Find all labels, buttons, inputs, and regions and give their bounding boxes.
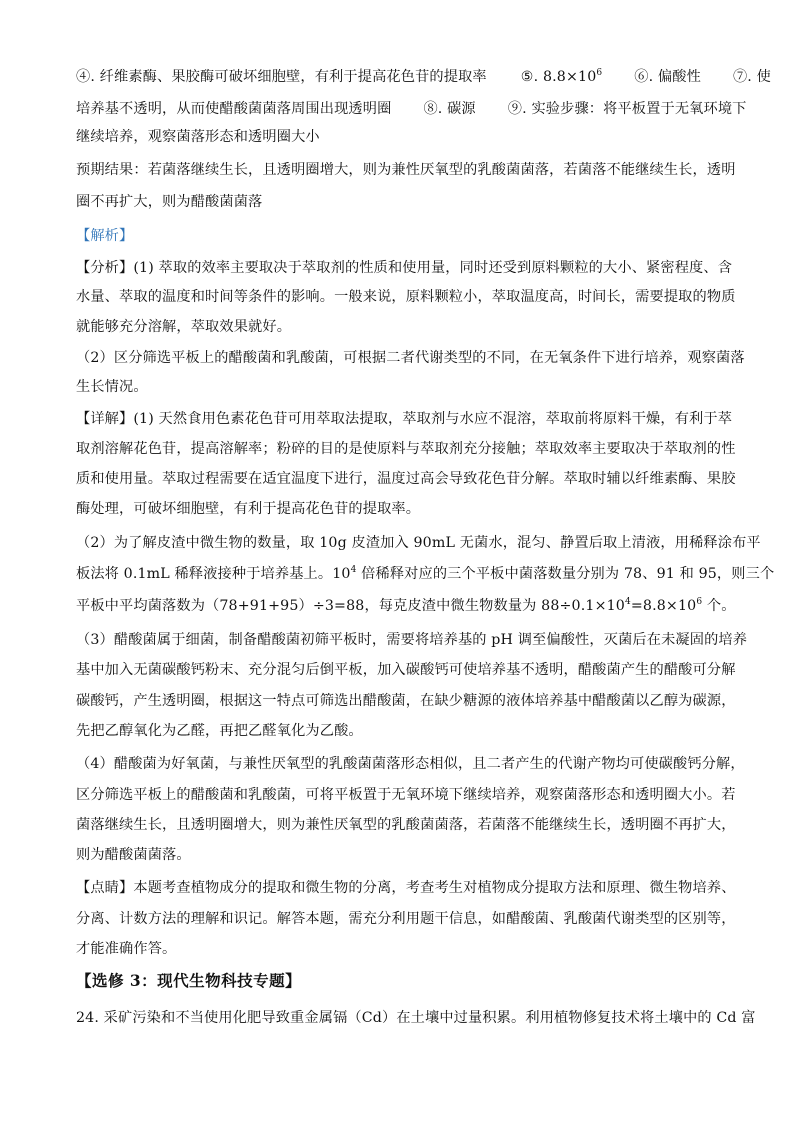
analysis-line-5: 生长情况。 xyxy=(76,379,148,395)
detail-p2-line-2: 板法将 0.1mL 稀释液接种于培养基上。$10^4$ 倍稀释对应的三个平板中菌落数量分别为 78、91 和 95，则三个 xyxy=(76,565,775,582)
answer-item-7-start: ⑦. 使 xyxy=(732,69,771,85)
analysis-line-3: 就能够充分溶解，萃取效果就好。 xyxy=(76,319,292,335)
answer-line-2 xyxy=(76,99,747,119)
answer-line-3: 继续培养，观察菌落形态和透明圈大小 xyxy=(76,129,320,145)
expected-result-line-1: 预期结果：若菌落继续生长，且透明圈增大，则为兼性厌氧型的乳酸菌菌落，若菌落不能继续生长，透明 xyxy=(76,162,736,178)
expected-result-line-2: 圈不再扩大，则为醋酸菌菌落 xyxy=(76,194,263,210)
analysis-line-4: （2）区分筛选平板上的醋酸菌和乳酸菌，可根据二者代谢类型的不同，在无氧条件下进行培养，观察菌落 xyxy=(76,350,745,366)
detail-p3-line-4: 先把乙醇氧化为乙醛，再把乙醛氧化为乙酸。 xyxy=(76,723,363,739)
answer-line-1 xyxy=(76,67,771,87)
detail-p4-line-3: 菌落继续生长，且透明圈增大，则为兼性厌氧型的乳酸菌菌落，若菌落不能继续生长，透明圈不再扩大， xyxy=(76,817,736,833)
answer-item-5: ⑤. $8.8\times 10^6$ xyxy=(520,68,603,85)
question-24-line-1: 24. 采矿污染和不当使用化肥导致重金属镉（Cd）在土壤中过量积累。利用植物修复技术将土壤中的 Cd 富 xyxy=(76,1010,756,1026)
analysis-line-2: 水量、萃取的温度和时间等条件的影响。一般来说，原料颗粒小，萃取温度高，时间长，需要提取的物质 xyxy=(76,289,736,305)
detail-p4-line-2: 区分筛选平板上的醋酸菌和乳酸菌，可将平板置于无氧环境下继续培养，观察菌落形态和透明圈大小。若 xyxy=(76,787,736,803)
answer-item-9-start: ⑨. 实验步骤：将平板置于无氧环境下 xyxy=(507,101,747,117)
analysis-line-1: 【分析】(1) 萃取的效率主要取决于萃取剂的性质和使用量，同时还受到原料颗粒的大小、紧密程度、含 xyxy=(76,260,733,276)
detail-line-3: 质和使用量。萃取过程需要在适宜温度下进行，温度过高会导致花色苷分解。萃取时辅以纤维素酶、果胶 xyxy=(76,471,736,487)
comment-line-2: 分离、计数方法的理解和识记。解答本题，需充分利用题干信息，如醋酸菌、乳酸菌代谢类型的区别等， xyxy=(76,911,736,927)
answer-item-7-end: 培养基不透明，从而使醋酸菌菌落周围出现透明圈 xyxy=(76,101,392,117)
detail-line-1: 【详解】(1) 天然食用色素花色苷可用萃取法提取，萃取剂与水应不混溶，萃取前将原料干燥，有利于萃 xyxy=(76,411,733,427)
section-title: 【选修 3：现代生物科技专题】 xyxy=(76,971,302,990)
detail-line-4: 酶处理，可破坏细胞壁，有利于提高花色苷的提取率。 xyxy=(76,501,421,517)
comment-line-3: 才能准确作答。 xyxy=(76,941,177,957)
detail-p4-line-1: （4）醋酸菌为好氧菌，与兼性厌氧型的乳酸菌菌落形态相似，且二者产生的代谢产物均可使碳酸钙分解， xyxy=(76,756,745,772)
answer-item-4: ④. 纤维素酶、果胶酶可破坏细胞壁，有利于提高花色苷的提取率 xyxy=(76,69,487,85)
comment-line-1: 【点睛】本题考查植物成分的提取和微生物的分离，考查考生对植物成分提取方法和原理、微生物培养、 xyxy=(76,880,736,896)
answer-item-6: ⑥. 偏酸性 xyxy=(634,69,701,85)
detail-p3-line-1: （3）醋酸菌属于细菌，制备醋酸菌初筛平板时，需要将培养基的 pH 调至偏酸性，灭菌后在未凝固的培养 xyxy=(76,632,748,648)
detail-p3-line-3: 碳酸钙，产生透明圈，根据这一特点可筛选出醋酸菌，在缺少糖源的液体培养基中醋酸菌以乙醇为碳源， xyxy=(76,693,736,709)
detail-p2-line-1: （2）为了解皮渣中微生物的数量，取 10g 皮渣加入 90mL 无菌水，混匀、静置后取上清液，用稀释涂布平 xyxy=(76,535,761,551)
detail-p2-line-3: 平板中平均菌落数为（78+91+95）÷3=88，每克皮渣中微生物数量为 $88\div 0.1\times 10^4=8.8\times 10^6$ 个。 xyxy=(76,597,736,614)
detail-p4-line-4: 则为醋酸菌菌落。 xyxy=(76,847,191,863)
detail-line-2: 取剂溶解花色苷，提高溶解率；粉碎的目的是使原料与萃取剂充分接触；萃取效率主要取决于萃取剂的性 xyxy=(76,441,736,457)
answer-item-8: ⑧. 碳源 xyxy=(423,101,476,117)
analysis-label: 【解析】 xyxy=(76,228,134,244)
detail-p3-line-2: 基中加入无菌碳酸钙粉末、充分混匀后倒平板，加入碳酸钙可使培养基不透明，醋酸菌产生的醋酸可分解 xyxy=(76,662,736,678)
